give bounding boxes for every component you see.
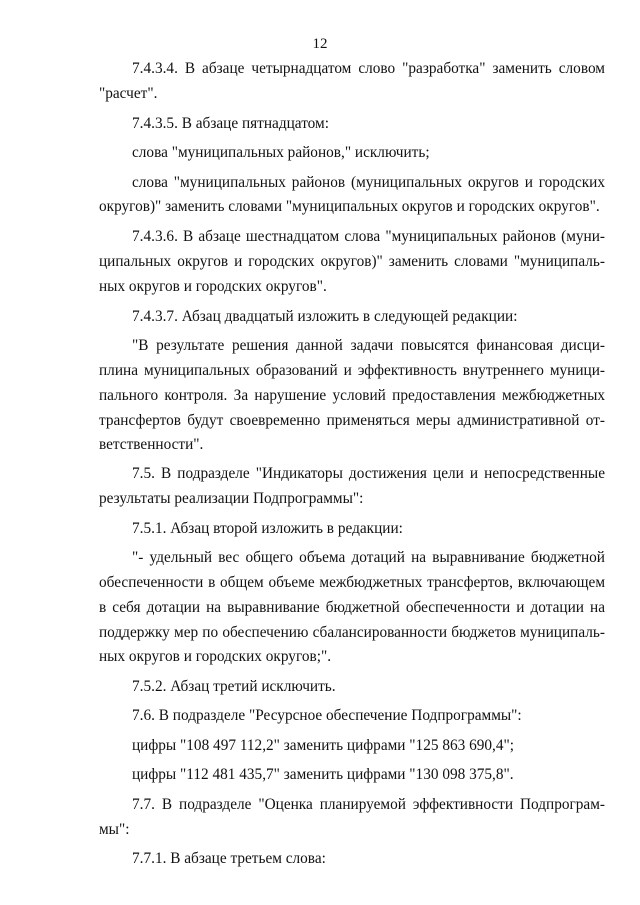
text-line: обеспеченности в общем объеме межбюджетных трансфертов, включающем <box>99 574 605 591</box>
text-line: результаты реализации Подпрограммы": <box>99 490 364 507</box>
text-line: ципальных округов и городских округов)" заменить словами "муниципаль- <box>99 253 605 270</box>
text-line: ных округов и городских округов;". <box>99 648 332 665</box>
text-line: округов)" заменить словами "муниципальных округов и городских округов". <box>99 198 600 215</box>
text-line: 7.7. В подразделе "Оценка планируемой эффективности Подпрограм- <box>132 796 605 813</box>
text-line: 7.4.3.7. Абзац двадцатый изложить в следующей редакции: <box>132 308 518 325</box>
text-line: "расчет". <box>99 85 158 102</box>
text-line: плина муниципальных образований и эффективность внутреннего муници- <box>99 362 605 379</box>
text-line: трансфертов будут своевременно применяться меры административной от- <box>99 412 605 429</box>
text-line: "- удельный вес общего объема дотаций на выравнивание бюджетной <box>132 549 605 566</box>
text-line: слова "муниципальных районов," исключить; <box>132 144 430 161</box>
text-line: ных округов и городских округов". <box>99 278 327 295</box>
text-line: цифры "112 481 435,7" заменить цифрами "130 098 375,8". <box>132 766 514 783</box>
text-line: 7.4.3.5. В абзаце пятнадцатом: <box>132 115 329 132</box>
text-line: 7.4.3.4. В абзаце четырнадцатом слово "разработка" заменить словом <box>132 60 605 77</box>
page-number: 12 <box>312 36 328 52</box>
text-line: 7.5. В подразделе "Индикаторы достижения цели и непосредственные <box>132 465 605 482</box>
text-line: 7.4.3.6. В абзаце шестнадцатом слова "муниципальных районов (муни- <box>132 228 605 245</box>
text-line: слова "муниципальных районов (муниципальных округов и городских <box>132 174 605 191</box>
text-line: 7.7.1. В абзаце третьем слова: <box>132 850 326 867</box>
text-line: ветственности". <box>99 436 204 453</box>
text-line: в себя дотации на выравнивание бюджетной обеспеченности и дотации на <box>99 599 605 616</box>
text-line: мы": <box>99 821 130 838</box>
text-line: пального контроля. За нарушение условий предоставления межбюджетных <box>99 387 605 404</box>
text-line: "В результате решения данной задачи повысятся финансовая дисци- <box>132 337 605 354</box>
text-line: 7.5.1. Абзац второй изложить в редакции: <box>132 520 403 537</box>
text-line: цифры "108 497 112,2" заменить цифрами "125 863 690,4"; <box>132 737 515 754</box>
text-line: 7.5.2. Абзац третий исключить. <box>132 678 336 695</box>
text-line: 7.6. В подразделе "Ресурсное обеспечение Подпрограммы": <box>132 707 522 724</box>
text-line: поддержку мер по обеспечению сбалансированности бюджетов муниципаль- <box>99 624 605 641</box>
